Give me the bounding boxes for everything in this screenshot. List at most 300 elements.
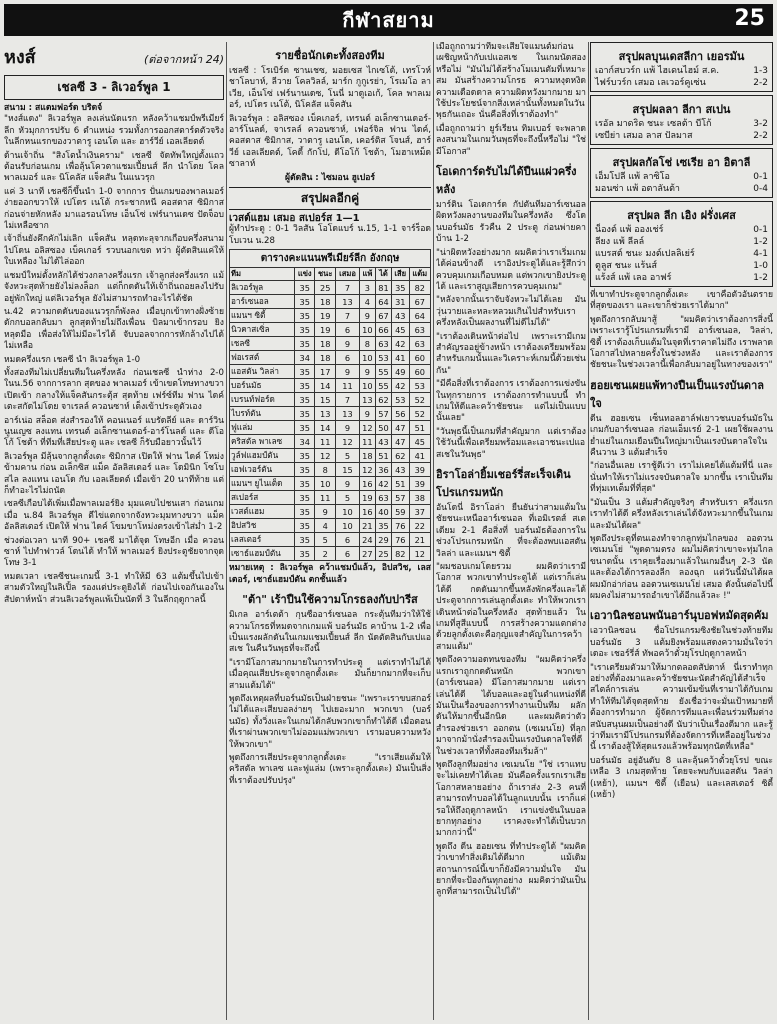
stat-cell: 18	[359, 449, 375, 463]
stat-cell: 35	[295, 379, 315, 393]
results-heading: สรุปผลอีกคู่	[229, 187, 431, 210]
article-heading: โอเดการ์ดรับไม่ได้ปืนแผ่วครึ่งหลัง	[436, 165, 577, 197]
stat-cell: 11	[315, 491, 336, 505]
stat-cell: 9	[359, 309, 375, 323]
team-name-cell: บอร์นมัธ	[230, 379, 295, 393]
result-score: 1-3	[753, 66, 768, 76]
team-name-cell: คริสตัล พาเลซ	[230, 435, 295, 449]
stat-cell: 9	[359, 407, 375, 421]
stat-cell: 56	[391, 407, 409, 421]
stat-cell: 64	[375, 295, 391, 309]
table-row	[230, 393, 431, 407]
paragraph: "เราเตรียมตัวมาให้มากตลอดสัปดาห์ นี่เราทำทุกอย่างที่ต้องมาและคว้าชัยชนะนัดสำคัญได้สำเร็จ สไตล์การเล่น ความเข้มข้นที่เรามาได้กับเกม ทำให้ทีมได้จุดสุดท้าย ยังเชื่อว่าจะมั่นเป้าหมายที่ต้องการทำมาก ผู้จัดการทีมและเพื่อนร่วมทีมต่างสนับสนุนผมเป็นอย่างดี นับว่าเป็นเรื่องดีมาก และรู้ว่าทีมเรามีโปรแกรมที่ต้องจัดการที่เหลืออยู่ในช่วงนี้ เราต้องสู้ให้สุดแรงแล้วพร้อมทุกนัดที่เหลือ"	[590, 662, 773, 753]
paragraph: พูดถึงลูกทีมอย่าง เซเมนโย "ใช่ เราแทบจะไม่เคยทำได้เลย มันคือครั้งแรกเราเสียโอกาสหลายอย่าง ถ้าเราส่ง 2-3 คนที่สามารถทำบอลได้ในลูกแบบนั้น เราก็แค่รอให้ถึงฤดูกาลหน้า เราแข่งขันในบอลยากทุกอย่าง เราคงจะทำได้เป็นบวกมากกว่านี้"	[436, 759, 586, 839]
match-score: เชลซี 3 - ลิเวอร์พูล 1	[4, 75, 224, 100]
stat-cell: 53	[409, 379, 430, 393]
stat-cell: 9	[359, 365, 375, 379]
table-row	[230, 351, 431, 365]
team-name-cell: เอฟเวอร์ตัน	[230, 463, 295, 477]
stat-cell: 53	[375, 351, 391, 365]
stat-cell: 19	[315, 323, 336, 337]
stat-cell: 45	[391, 323, 409, 337]
stat-cell: 50	[375, 421, 391, 435]
result-teams: เอาก์สบวร์ก แพ้ ไฮเดนไฮม์ ส.ค.	[595, 66, 720, 76]
referee: ผู้ตัดสิน : ไซมอน ฮูเปอร์	[285, 172, 375, 183]
paragraph: อันโดนี่ อิราโอล่า ยืนยันว่าสามแต้มในชัยชนะเหนืออาร์เซนอล ที่เอมิเรตส์ สเตเดียม 2-1 คือสิ่งที่ บอร์นมัธต้องการในช่วงโปรแกรมหนัก ที่จะต้องพบแอสตัน วิลล่า และแมนฯ ซิตี้	[436, 503, 586, 559]
result-line	[595, 183, 768, 195]
team-name-cell: แอสตัน วิลล่า	[230, 365, 295, 379]
stat-cell: 18	[315, 351, 336, 365]
stat-cell: 57	[375, 407, 391, 421]
table-row	[230, 519, 431, 533]
result-teams: เซบีย่า เสมอ ลาส ปัลมาส	[595, 131, 693, 141]
paragraph: แชมป์ใหม่ตั้งหลักได้ช่วงกลางครึ่งแรก เจ้าลูกส่งครึ่งแรก แม้จังหวะสุดท้ายยังไม่ลงล็อก แต่ก็กดดันให้เจ้าถิ่นถอยลงไปรับอยู่พักใหญ่ แต่ลิเวอร์พูล ยังไม่สามารถทำอะไรได้ชัด	[4, 270, 224, 304]
paragraph: "ผมชอบเกมโดยรวม ผมคิดว่าเรามีโอกาส พวกเขาทำประตูได้ แต่เราก็เล่นได้ดี กดดันมากขึ้นหลังพักครึ่งและได้ประตูจากการเล่นลูกตั้งเตะ ทำให้พวกเราเดินหน้าต่อในครึ่งหลัง สุดท้ายแล้ว ในเกมที่สูสีแบบนี้ การสร้างความแตกต่างด้วยลูกตั้งเตะคือกุญแจสำคัญในการคว้าสามแต้ม"	[436, 562, 586, 652]
stat-cell: 9	[336, 421, 360, 435]
article-body	[436, 503, 586, 899]
stat-cell: 35	[391, 281, 409, 295]
story-heading: "ต้า" เร้าปืนใช้ความโกรธลงกับปารีส	[242, 593, 418, 607]
results-box	[590, 201, 773, 287]
stat-cell: 11	[336, 379, 360, 393]
table-row	[230, 379, 431, 393]
paragraph: เอวานิลชอน ชื่อโปรแกรมซิงชัยในช่วงท้ายทีมบอร์นมัธ 3 แต้มยิงพร้อมแสดงความมั่นใจว่า เดอะ เชอร์รี่ส์ ทัพอคว้าตั๋วยุโรปฤดูกาลหน้า	[590, 626, 773, 660]
stat-cell: 35	[295, 323, 315, 337]
paragraph: แค่ 3 นาที เชลซีก็ขึ้นนำ 1-0 จากการ ปั่นเกมของพาลเมอร์ ง่ายออกขวาให้ เปโดร เนโต้ กระชากหนี คอสตาส ซิมิกาส ก่อนจ่ายหักหลัง มาแอรอนโทษ เอ็นโซ่ เฟร์นานเดซ ปัดจ็อบ ไม่เหลือซาก	[4, 186, 224, 232]
stat-cell: 21	[409, 533, 430, 547]
stat-cell: 35	[295, 295, 315, 309]
table-row	[230, 449, 431, 463]
stat-cell: 35	[295, 309, 315, 323]
column-divider	[588, 42, 589, 1020]
column-2	[229, 42, 431, 1020]
stat-cell: 60	[409, 365, 430, 379]
result-score: 0-1	[753, 225, 768, 235]
match-2-score: เวสต์แฮม เสมอ สเปอร์ส 1—1	[229, 213, 360, 225]
result-score: 3-2	[753, 119, 768, 129]
result-score: 1-0	[753, 261, 768, 271]
stat-cell: 22	[409, 519, 430, 533]
stat-cell: 10	[359, 323, 375, 337]
stat-cell: 9	[315, 505, 336, 519]
stat-cell: 9	[336, 337, 360, 351]
result-line	[595, 248, 768, 260]
paragraph: ด้านเจ้าถิ่น "สิงโตน้ำเงินคราม" เชลซี จัดทัพใหญ่ตั้งแถวต้อนรับก่อนเกม เพื่อลุ้นโควตาแชมเปี้ยนส์ ลีก นำโดย โคล พาลเมอร์ และ นิโคลัส แจ็คสัน ในแนวรุก	[4, 150, 224, 184]
result-score: 4-1	[753, 249, 768, 259]
stat-cell: 51	[409, 421, 430, 435]
result-teams: ลียง แพ้ ลีลล์	[595, 237, 645, 247]
paragraph: "มีคือสิ่งที่เราต้องการ เราต้องการแข่งขันในทุกรายการ เราต้องการทำแบบนี้ ทำเกมให้ดีและคว้าชัยชนะ แต่ไม่เป็นแบบนั้นเลย"	[436, 379, 586, 424]
stat-cell: 35	[295, 407, 315, 421]
paragraph: มาร์ติน โอเดการ์ด กัปตันทีมอาร์เซนอล ผิดหวังผลงานของทีมในครึ่งหลัง ซึ่งโดนบอร์นมัธ รัวคืน 2 ประตู ก่อนพ่ายคาบ้าน 1-2	[436, 200, 586, 245]
result-line	[595, 118, 768, 130]
stat-cell: 67	[375, 309, 391, 323]
table-header-cell: ทีม	[230, 268, 295, 281]
result-line	[595, 224, 768, 236]
stat-cell: 21	[359, 519, 375, 533]
table-row	[230, 533, 431, 547]
stat-cell: 35	[295, 533, 315, 547]
paragraph: หมดเวลา เชลซีชนะเกมนี้ 3-1 ทำให้มี 63 แต้มขึ้นไปเข้าสามตัวใหญ่ในลิเปิ้ล รองแต่ประตูยิงได้ ก่อนไปเจอกันเองในสัปดาห์หน้า ส่วนลิเวอร์พูลแพ้เป็นนัดที่ 3 ในลีกฤดูกาลนี้	[4, 571, 224, 605]
results-box-title: สรุปผลบุนเดสลีกา เยอรมัน	[618, 50, 745, 63]
column-divider	[226, 42, 227, 1020]
table-header-cell: แพ้	[359, 268, 375, 281]
paragraph: "มันเป็น 3 แต้มสำคัญจริงๆ สำหรับเรา ครึ่งแรกเราทำได้ดี ครึ่งหลังเราเล่นได้จังหวะมากขึ้นในเกม และมันได้ผล"	[590, 497, 773, 531]
stat-cell: 35	[295, 365, 315, 379]
stat-cell: 18	[315, 337, 336, 351]
result-teams: ตูลูส ชนะ แร้นส์	[595, 261, 657, 271]
stat-cell: 63	[409, 337, 430, 351]
column-3	[436, 42, 586, 1020]
stat-cell: 29	[375, 533, 391, 547]
stat-cell: 11	[315, 435, 336, 449]
stat-cell: 55	[375, 365, 391, 379]
stat-cell: 55	[375, 379, 391, 393]
stat-cell: 49	[391, 365, 409, 379]
stat-cell: 12	[359, 421, 375, 435]
stat-cell: 40	[375, 505, 391, 519]
result-score: 2-2	[753, 78, 768, 88]
stat-cell: 35	[295, 421, 315, 435]
team-name-cell: อาร์เซนอล	[230, 295, 295, 309]
result-line	[595, 260, 768, 272]
lineup-chelsea: เชลซี : โรเบิร์ต ซานเชซ, มอยเซส ไกเซโด้, เทรโวห์ ชาโลบาห์, ลีวาย โคลวิลล์, มาร์ก กูกูเรย่า, โรเมโอ ลาเวีย, เอ็นโซ่ เฟร์นานเดซ, โนนี่ มาดูเอเก้, โคล พาลเมอร์, เปโดร เนโต้, นิโคลัส แจ็คสัน	[229, 66, 431, 111]
stat-cell: 5	[336, 449, 360, 463]
paragraph: พูดถึงความอดทนของทีม "ผมคิดว่าครึ่งแรกเราถูกกดดันหนัก พวกเขา (อาร์เซนอล) มีโอกาสมากมาย แต่เราเล่นได้ดี ได้บอลและอยู่ในตำแหน่งที่ดี มันเป็นเรื่องของการทำงานเป็นทีม ผลักดันให้มากขึ้นอีกนิด และผมคิดว่าตัวสำรองช่วยเรา ออกตน (เซเมนโย) ที่ลุกมาจากม้านั่งสำรองเป็นแรงบันดาลใจที่ดีในช่วงเวลาที่ทั้งสองทีมเริ่มล้า"	[436, 655, 586, 757]
paragraph: เจ้าถิ่นยังคึกคักไม่เลิก แจ็คสัน หลุดทะลุจากเกือบครึ่งสนามไปโดน อลิสซอง เบ็คเกอร์ รวบนอกเขต ทว่า ผู้ตัดสินแค่ให้ใบเหลือง ไม่ได้ไล่ออก	[4, 234, 224, 268]
stat-cell: 35	[295, 519, 315, 533]
match-2-scorers: ผู้ทำประตู : 0-1 วิลสัน โอโดแบร์ น.15, 1-1 จาร์ร็อด โบเวน น.28	[229, 224, 431, 246]
stat-cell: 19	[359, 491, 375, 505]
stat-cell: 14	[315, 379, 336, 393]
table-note: หมายเหตุ : ลิเวอร์พูล คว้าแชมป์แล้ว, อิปสวิช, เลสเตอร์, เซาธ์แฮมป์ตัน ตกชั้นแล้ว	[229, 563, 431, 585]
result-line	[595, 77, 768, 89]
result-teams: แบรสต์ ชนะ มงต์เปลลิเย่ร์	[595, 249, 695, 259]
team-name-cell: ลิเวอร์พูล	[230, 281, 295, 295]
article-body	[436, 42, 586, 158]
stat-cell: 15	[336, 463, 360, 477]
paragraph: พูดถึงการกลับมาสู้ "ผมคิดว่าเราต้องการสิ่งนี้เพราะเรารู้โปรแกรมที่เรามี อาร์เซนอล, วิลล่า, ซิตี้ เราต้องเก็บแต้มในจุดที่เราคาดไม่ถึง เราพลาดโอกาสไปหลายครั้งในช่วงหลัง และเราต้องการชัยชนะในช่วงเวลานี้เพื่อกลับมาอยู่ในทางของเรา"	[590, 314, 773, 371]
paragraph: เชลซีเกือบได้เพิ่มเมื่อพาลเมอร์ยิง มุมแคบไปชนเสา ก่อนเกมเมื่อ น.84 ลิเวอร์พูล ตีไข่แตกจากจังหวะมุมทางขวา แม็ค อัลลิสเตอร์ เปิดให้ ฟาน ไดค์ โขมขาโหม่งตรงเข้าไส่ม่ำ 1-2	[4, 499, 224, 533]
stat-cell: 82	[391, 547, 409, 561]
stat-cell: 82	[409, 281, 430, 295]
lineup-liverpool: ลิเวอร์พูล : อลิสซอง เบ็คเกอร์, เทรนต์ อเล็กซานเดอร์-อาร์โนลด์, จาเรลล์ ควอนซาห์, เฟอร์จิล ฟาน ไดค์, คอสตาส ซิมิกาส, วาตารู เอนโด, เคอร์ติส โจนส์, ฮาร์วีย์ เอลเลียตต์, โคดี้ กักโป, ดีโอโก้ โชต้า, โมฮาเหม็ด ซาลาห์	[229, 113, 431, 170]
stat-cell: 7	[336, 393, 360, 407]
results-box	[590, 95, 773, 145]
table-row	[230, 337, 431, 351]
paragraph: พูดถึงการเสียประตูจากลูกตั้งเตะ "เราเสียแต้มให้คริสตัล พาเลซ และฟูแล่ม (เพราะลูกตั้งเตะ) มันเป็นสิ่งที่เราต้องปรับปรุง"	[229, 752, 431, 786]
stat-cell: 39	[409, 463, 430, 477]
result-teams: น็องต์ แพ้ อองเช่ร์	[595, 225, 664, 235]
paragraph: "เรามีโอกาสมากมายในการทำประตู แต่เราทำไม่ได้ เมื่อคุณเสียประตูจากลูกตั้งเตะ มันก็ยากมากที่จะเก็บสามแต้มได้"	[229, 657, 431, 691]
team-name-cell: เลสเตอร์	[230, 533, 295, 547]
team-name-cell: เบรนท์ฟอร์ด	[230, 393, 295, 407]
stat-cell: 4	[315, 519, 336, 533]
team-name-cell: ไบรท์ตัน	[230, 407, 295, 421]
stat-cell: 60	[409, 351, 430, 365]
stat-cell: 35	[295, 547, 315, 561]
stat-cell: 12	[315, 449, 336, 463]
stat-cell: 43	[391, 463, 409, 477]
team-name-cell: อิปสวิช	[230, 519, 295, 533]
stat-cell: 53	[391, 393, 409, 407]
table-row	[230, 365, 431, 379]
table-row	[230, 491, 431, 505]
stat-cell: 51	[391, 477, 409, 491]
paragraph: "หลังจากนั้นเราจับจังหวะไม่ได้เลย มันวุ่นวายและหละหลวมเกินไปสำหรับเราครึ่งหลังเป็นผลงานที่ไม่ดีไม่ได้"	[436, 295, 586, 329]
stat-cell: 9	[336, 365, 360, 379]
stat-cell: 10	[359, 379, 375, 393]
paragraph: เมื่อถูกถามว่าทีมจะเสียใจแมนต์มก่อนเผชิญหน้ากับเปแอสเช ในเกมนัดสอง หรือไม่ "มันไม่ได้สร้างโมเมนตัมที่เหมาะสม มันสร้างความโกรธ ความหงุดหงิด ความเดือดดาล ความผิดหวังมากมาย มาใช้ประโยชน์จากสิ่งเหล่านั้นทั้งหมดในวันพุธกันเถอะ นั่นคือสิ่งที่เราต้องทำ"	[436, 42, 586, 121]
stat-cell: 62	[391, 449, 409, 463]
stat-cell: 3	[359, 281, 375, 295]
lineup-heading: รายชื่อนักเตะทั้งสองทีม	[275, 49, 385, 62]
results-box-title: สรุปผล ลีก เอิง ฝรั่งเศส	[627, 209, 736, 222]
article-body	[436, 200, 586, 461]
stat-cell: 35	[295, 281, 315, 295]
result-teams: ไฟร์บวร์ก เสมอ เลเวอร์คูเซ่น	[595, 78, 706, 88]
result-line	[595, 236, 768, 248]
paragraph: ช่วงต่อเวลา นาที 90+ เชลซี มาได้จุด โทษอีก เมื่อ ควอนซาห์ ไปทำฟาวล์ โดนได้ ทำให้ พาลเมอร์ ยิงประตูชัยจากจุดโทษ 3-1	[4, 535, 224, 569]
stat-cell: 42	[391, 379, 409, 393]
stat-cell: 31	[391, 295, 409, 309]
paragraph: ทั้งสองทีมไม่เปลี่ยนทีมในครึ่งหลัง ก่อนเชลซี นำห่าง 2-0 ในน.56 จากการลาก สุดของ พาลเมอร์ เข้าเขตโทษทางขวา เปิดเข้า กลางให้แจ็คสันกระตุ้ส สุดท้าย เฟร์ซ์ทีม ฟาน ไดค์ เตะสกัดไม่โดย จาเรลล์ ควอนซาห์ เต็งเข้าประตูตัวเอง	[4, 367, 224, 413]
stat-cell: 36	[375, 463, 391, 477]
paragraph: พูดถึงเหตุผลที่บอร์นมัธเป็นฝ่ายชนะ "เพราะเราขบสกอร์ไม่ได้และเสียบอลง่ายๆ ไปเยอะมาก พวกเขา (บอร์นมัธ) ทั้งวิ่งและในเกมได้กลับพวกเขาก็ทำได้ดี เมื่อตอนที่เราผ่านพวกเขาไม่ออมแม่พวกเขา เรามอบความหวังให้พวกเขา"	[229, 693, 431, 750]
masthead-title: กีฬาสยาม	[320, 4, 456, 36]
stat-cell: 76	[391, 519, 409, 533]
table-row	[230, 309, 431, 323]
stat-cell: 16	[359, 477, 375, 491]
stat-cell: 35	[295, 505, 315, 519]
stat-cell: 8	[315, 463, 336, 477]
team-name-cell: ฟูแล่ม	[230, 421, 295, 435]
result-score: 0-4	[753, 184, 768, 194]
masthead	[4, 4, 773, 36]
article-body	[590, 290, 773, 372]
paragraph: พูดถึงประตูที่ตนเองทำจากลูกทุ่มไกลของ ออตวน เซเมนโย่ "พูดตามตรง ผมไม่คิดว่าเขาจะทุ่มไกลขนาดนั้น เราคุยเรื่องมาแล้วในเกมอื่นๆ 2-3 นัด และต้องได้การลองลีก ลองฉุก แต่วันนี้มันได้ผล ผมมักอ่าก่อน ออตวนเซเมนโย่ เสมอ ดังนั้นต่อไปนี้ผมคงไม่สามารถอำเขาได้อีกแล้วละ !"	[590, 533, 773, 601]
stat-cell: 43	[391, 309, 409, 323]
result-score: 1-2	[753, 273, 768, 283]
stat-cell: 52	[409, 393, 430, 407]
stat-cell: 13	[336, 295, 360, 309]
article-heading: ฮอยเซนเผยแพ้ทางปืนเป็นแรงบันดาลใจ	[590, 378, 764, 410]
stat-cell: 63	[375, 337, 391, 351]
table-row	[230, 505, 431, 519]
result-teams: เอ็มโปลี แพ้ ลาซิโอ	[595, 172, 670, 182]
stat-cell: 8	[359, 337, 375, 351]
column-4	[590, 42, 773, 1020]
result-score: 2-2	[753, 131, 768, 141]
article-heading: อิราโอล่ายิ้มเชอร์รี่สะเร็จเดินโปรแกรมหนัก	[436, 468, 571, 499]
stat-cell: 35	[375, 519, 391, 533]
stat-cell: 59	[391, 505, 409, 519]
paragraph: "น่าผิดหวังอย่างมาก ผมคิดว่าเราเริ่มเกมได้ค่อนข้างดี เราอิงประตูได้และรู้สึกว่าควบคุมเกมเกือบหมด แต่พวกเขายิงประตูได้ และเราสูญเสียการควบคุมเกม"	[436, 247, 586, 292]
stat-cell: 10	[336, 505, 360, 519]
story-body	[229, 610, 431, 787]
stat-cell: 13	[336, 407, 360, 421]
table-row	[230, 295, 431, 309]
column-divider	[433, 42, 434, 1020]
stat-cell: 13	[359, 393, 375, 407]
stat-cell: 41	[391, 351, 409, 365]
results-box-title: สรุปผลลา ลีกา สเปน	[632, 103, 731, 116]
stat-cell: 14	[315, 421, 336, 435]
stat-cell: 4	[359, 295, 375, 309]
stat-cell: 34	[295, 435, 315, 449]
stat-cell: 57	[391, 491, 409, 505]
stat-cell: 47	[391, 435, 409, 449]
league-table	[229, 267, 431, 561]
stat-cell: 52	[409, 407, 430, 421]
team-name-cell: แมนฯ ยูไนเต็ด	[230, 477, 295, 491]
table-row	[230, 463, 431, 477]
stat-cell: 24	[359, 533, 375, 547]
paragraph: ดีน ฮอยเซน เซ็นทอลฮาล์ฟเยาวชนบอร์นมัธในเกมกับอาร์เซนอล ก่อนเอ็มเรย์ 2-1 เผยใช้ผลงานย่ำแย่ในเกมเยือนปืนใหญ่มาเป็นแรงบันดาลใจในคืนวาน 3 แต้มสำเร็จ	[590, 413, 773, 459]
table-row	[230, 435, 431, 449]
article-heading: เอวานิลชอนพนันอาร์นุบอฟหมัดสุดคัม	[590, 609, 769, 623]
result-line	[595, 65, 768, 77]
paragraph: พูดถึง ดีน ฮอยเซน ที่ทำประตูได้ "ผมคิดว่าเขาทำสิ่งเดิมได้ดีมาก แม้เดิมสถานการณ์นี้เขาก็ยังมีความมั่นใจ มันยากที่จะป้องกันทุกอย่าง ผมคิดว่ามันเป็นลูกที่สามารถเป็นไปได้"	[436, 841, 586, 898]
stat-cell: 6	[336, 351, 360, 365]
result-line	[595, 272, 768, 284]
team-name-cell: สเปอร์ส	[230, 491, 295, 505]
stat-cell: 10	[336, 519, 360, 533]
stat-cell: 10	[315, 477, 336, 491]
results-box	[590, 148, 773, 198]
stat-cell: 63	[375, 491, 391, 505]
result-score: 0-1	[753, 172, 768, 182]
stat-cell: 62	[375, 393, 391, 407]
paragraph: "หงส์แดง" ลิเวอร์พูล ลงเล่นนัดแรก หลังคว้าแชมป์พรีเมียร์ลีก หัวมุกการปรับ 6 ตำแหน่ง รวมทั้งการออกสตาร์ตตัวจริงในลีกหนแรกของวาตารู เอนโด และ ฮาร์วีย์ เอลเลียตต์	[4, 114, 224, 148]
stat-cell: 12	[409, 547, 430, 561]
paragraph: น.42 ความกดดันของแนวรุกก็พังลง เมื่อบุกเข้าทางฝั่งซ้าย ดักกบอลกลับมา ลูกสุดท้ายไม่ถึงเพื่อน บิลมาเข้ากรอบ ยิงหลุดมือ เพื่อส่งให้ไม่มีอะไรได้ จับบอลจากการหักล้างไปได้ ไม่เหลือ	[4, 306, 224, 352]
stat-cell: 41	[409, 449, 430, 463]
paragraph: เมื่อถูกถามว่า ยูร์เรียน ทิมเบอร์ จะพลาดลงสนามในเกมวันพุธที่จะถึงนี้หรือไม่ "ใช่ มีโอกาส"	[436, 123, 586, 157]
paragraph: มิเกล อาร์เตต้า กุนซืออาร์เซนอล กระตุ้นทีมว่าให้ใช้ความโกรธที่หมดจากเกมแพ้ บอร์นมัธ คาบ้าน 1-2 เพื่อเป็นแรงผลักดันในเกมแชมเปี้ยนส์ ลีก นัดตัดสินกับเปแอสเช ในคืนวันพุธที่จะถึงนี้	[229, 610, 431, 655]
team-name-cell: แมนฯ ซิตี้	[230, 309, 295, 323]
stat-cell: 5	[315, 533, 336, 547]
table-row	[230, 547, 431, 561]
table-row	[230, 323, 431, 337]
team-name-cell: เซาธ์แฮมป์ตัน	[230, 547, 295, 561]
table-header-cell: แต้ม	[409, 268, 430, 281]
stat-cell: 6	[336, 533, 360, 547]
stat-cell: 35	[295, 393, 315, 407]
results-box-title: สรุปผลกัลโช่ เซเรีย อา อิตาลี	[612, 156, 751, 169]
stat-cell: 25	[375, 547, 391, 561]
team-name-cell: นิวคาสเซิ่ล	[230, 323, 295, 337]
result-teams: แร้งส์ แพ้ เลอ อาฟร์	[595, 273, 672, 283]
stat-cell: 38	[409, 491, 430, 505]
paragraph: หมดครึ่งแรก เชลซี นำ ลิเวอร์พูล 1-0	[4, 354, 141, 365]
stat-cell: 13	[315, 407, 336, 421]
results-boxes	[590, 42, 773, 287]
article-body	[4, 114, 224, 606]
stat-cell: 81	[375, 281, 391, 295]
stat-cell: 35	[295, 477, 315, 491]
stat-cell: 19	[315, 309, 336, 323]
paragraph: "ก่อนอื่นเลย เราชู้ตีเว่า เราไม่เคยได้แต้มที่นี่ และนั่นทำให้เราไม่แรงจบันดาลใจ มากขึ้น เราเป็นทีมที่ทุ่มเทเต็มที่ที่สุด"	[590, 461, 773, 495]
table-header-cell: เสีย	[391, 268, 409, 281]
result-score: 1-2	[753, 237, 768, 247]
column-1	[4, 42, 224, 1020]
table-row	[230, 281, 431, 295]
stat-cell: 35	[295, 491, 315, 505]
stat-cell: 35	[295, 449, 315, 463]
stat-cell: 12	[336, 435, 360, 449]
stat-cell: 15	[315, 393, 336, 407]
table-header-cell: ชนะ	[315, 268, 336, 281]
results-box	[590, 42, 773, 92]
stat-cell: 6	[336, 323, 360, 337]
stat-cell: 43	[375, 435, 391, 449]
article-body	[590, 414, 773, 603]
page-number: 25	[734, 6, 765, 31]
stat-cell: 17	[315, 365, 336, 379]
stat-cell: 25	[315, 281, 336, 295]
stat-cell: 12	[359, 463, 375, 477]
stat-cell: 34	[295, 351, 315, 365]
paragraph: "วันพุธนี้เป็นเกมที่สำคัญมาก แต่เราต้องใช้วันนี้เพื่อเตรียมพร้อมและเอาชนะเปแอสเชในวันพุธ"	[436, 426, 586, 460]
stat-cell: 5	[336, 491, 360, 505]
team-name-cell: ฟอเรสต์	[230, 351, 295, 365]
team-name-cell: วูล์ฟแฮมป์ตัน	[230, 449, 295, 463]
stat-cell: 63	[409, 323, 430, 337]
table-row	[230, 477, 431, 491]
table-header-cell: แข่ง	[295, 268, 315, 281]
stat-cell: 42	[391, 337, 409, 351]
stat-cell: 6	[336, 547, 360, 561]
league-table-title: ตารางคะแนนพรีเมียร์ลีก อังกฤษ	[229, 249, 431, 267]
stat-cell: 7	[336, 309, 360, 323]
paragraph: อาร์เน่อ สล็อต ส่งสำรองให้ คอนเนอร์ แบรัดลีย์ และ ดาร์วิน นูนเญซ ลงแทน เทรนต์ อเล็กซานเดอร์-อาร์โนลด์ และ ดีโอโก้ โชต้า ที่ทีมที่เสียประตู และ เชลซี ก็รับมือยาวนั้นไว้	[4, 415, 224, 449]
paragraph: บอร์นมัธ อยู่อันดับ 8 และลุ้นคว้าตั๋วยุโรป ขณะเหลือ 3 เกมสุดท้าย โดยจะพบกับแอสตัน วิลล่า (เหย้า), แมนฯ ซิตี้ (เยือน) และเลสเตอร์ ซิตี้ (เหย้า)	[590, 755, 773, 801]
team-name-cell: เวสต์แฮม	[230, 505, 295, 519]
stat-cell: 10	[359, 351, 375, 365]
stat-cell: 45	[409, 435, 430, 449]
stat-cell: 16	[359, 505, 375, 519]
stat-cell: 18	[315, 295, 336, 309]
stat-cell: 2	[315, 547, 336, 561]
paragraph: ลิเวอร์พูล มีลุ้นจากลูกตั้งเตะ ซิมิกาส เปิดให้ ฟาน ไดค์ โหม่งข้ามคาน ก่อน อเล็กซิส แม็ค อัลลิสเตอร์ และ โดมินิก โซโบสไล ลงแทน เอนโด กับ เอลเลียตต์ เมื่อเข้า 20 นาทีท้าย แต่ก็ทำอะไรไม่ถนัด	[4, 451, 224, 496]
paragraph: ที่เขาทำประตูจากลูกตั้งเตะ เขาคือตัวอันตรายที่สุดของเรา และเขาก็ช่วยเราได้มาก"	[590, 290, 773, 312]
table-header-cell: ได้	[375, 268, 391, 281]
result-teams: มอนซ่า แพ้ อตาลันต้า	[595, 184, 680, 194]
result-teams: เรอัล มาดริด ชนะ เซลต้า บีโก้	[595, 119, 712, 129]
stat-cell: 37	[409, 505, 430, 519]
article-body	[590, 626, 773, 801]
stat-cell: 11	[359, 435, 375, 449]
stat-cell: 7	[336, 281, 360, 295]
section-title: หงส์	[4, 47, 36, 68]
result-line	[595, 130, 768, 142]
stat-cell: 47	[391, 421, 409, 435]
stat-cell: 66	[375, 323, 391, 337]
stat-cell: 39	[409, 477, 430, 491]
stat-cell: 67	[409, 295, 430, 309]
stadium: สนาม : สแตมฟอร์ด บริดจ์	[4, 103, 103, 113]
continued-note: (ต่อจากหน้า 24)	[143, 53, 224, 66]
result-line	[595, 171, 768, 183]
paragraph: "เราต้องเดินหน้าต่อไป เพราะเรามีเกมสำคัญรออยู่ข้างหน้า เราต้องเตรียมพร้อมสำหรับเกมนั้นและวิเคราะห์เกมนี้ด้วยเช่นกัน"	[436, 331, 586, 376]
stat-cell: 76	[391, 533, 409, 547]
stat-cell: 35	[295, 463, 315, 477]
team-name-cell: เชลซี	[230, 337, 295, 351]
table-row	[230, 407, 431, 421]
stat-cell: 51	[375, 449, 391, 463]
stat-cell: 35	[295, 337, 315, 351]
